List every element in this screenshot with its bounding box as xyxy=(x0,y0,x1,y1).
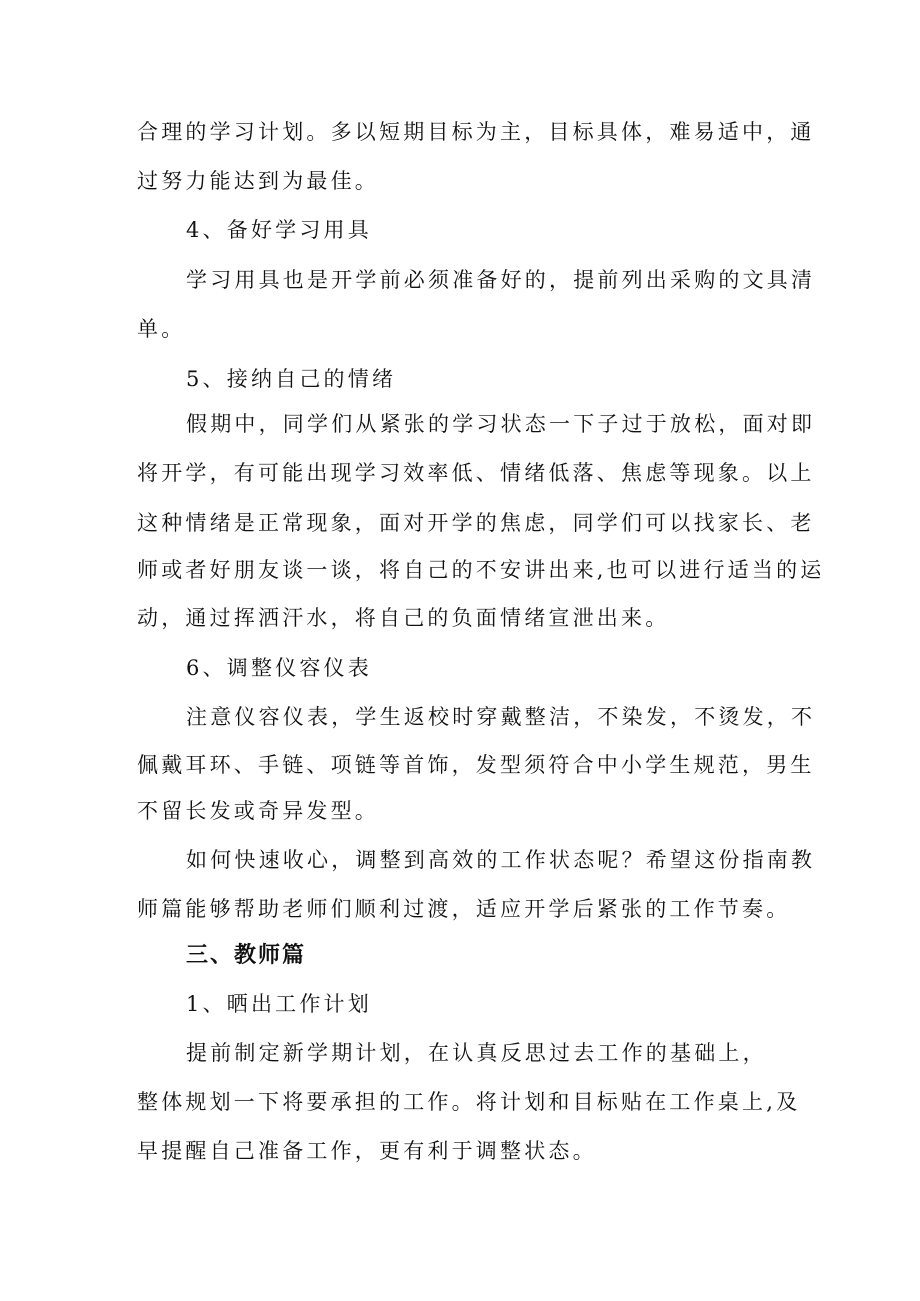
paragraph-line: 提前制定新学期计划，在认真反思过去工作的基础上， xyxy=(186,1041,767,1065)
paragraph-line: 单。 xyxy=(137,317,186,341)
paragraph-line: 过努力能达到为最佳。 xyxy=(137,169,379,193)
section-subheading: 1、晒出工作计划 xyxy=(186,992,372,1016)
paragraph-line: 这种情绪是正常现象，面对开学的焦虑，同学们可以找家长、老 xyxy=(137,511,815,535)
paragraph-line: 注意仪容仪表，学生返校时穿戴整洁，不染发，不烫发，不 xyxy=(186,705,816,729)
section-subheading: 5、接纳自己的情绪 xyxy=(186,367,397,391)
paragraph-line: 假期中，同学们从紧张的学习状态一下子过于放松，面对即 xyxy=(186,412,816,436)
paragraph-line: 不留长发或奇异发型。 xyxy=(137,799,379,823)
paragraph-line: 师或者好朋友谈一谈，将自己的不安讲出来,也可以进行适当的运 xyxy=(137,558,825,582)
section-heading: 三、教师篇 xyxy=(186,942,307,968)
paragraph-line: 学习用具也是开学前必须准备好的，提前列出采购的文具清 xyxy=(186,268,816,292)
paragraph-line: 师篇能够帮助老师们顺利过渡，适应开学后紧张的工作节奏。 xyxy=(137,897,791,921)
paragraph-line: 整体规划一下将要承担的工作。将计划和目标贴在工作桌上,及 xyxy=(137,1090,801,1114)
section-subheading: 6、调整仪容仪表 xyxy=(186,656,372,680)
paragraph-line: 将开学，有可能出现学习效率低、情绪低落、焦虑等现象。以上 xyxy=(137,461,815,485)
paragraph-line: 佩戴耳环、手链、项链等首饰，发型须符合中小学生规范，男生 xyxy=(137,753,815,777)
paragraph-line: 动，通过挥洒汗水，将自己的负面情绪宣泄出来。 xyxy=(137,606,670,630)
paragraph-line: 合理的学习计划。多以短期目标为主，目标具体，难易适中，通 xyxy=(137,120,815,144)
paragraph-line: 如何快速收心，调整到高效的工作状态呢？希望这份指南教 xyxy=(186,848,816,872)
paragraph-line: 早提醒自己准备工作，更有利于调整状态。 xyxy=(137,1139,597,1163)
section-subheading: 4、备好学习用具 xyxy=(186,218,372,242)
